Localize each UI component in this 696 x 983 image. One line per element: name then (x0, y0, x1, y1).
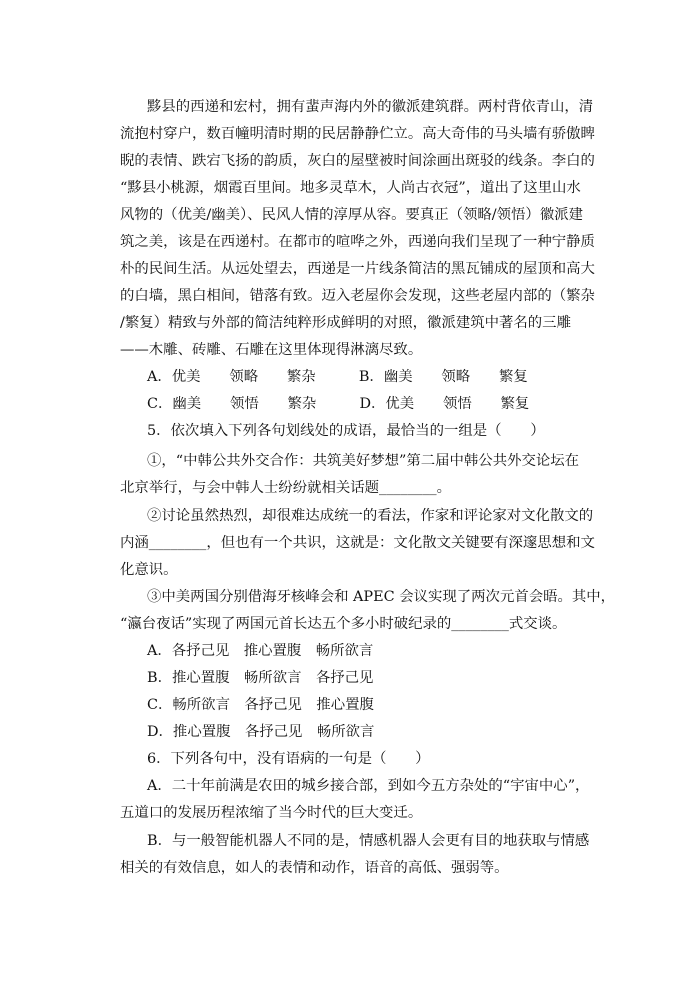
passage-line: 风物的（优美/幽美）、民风人情的淳厚从容。要真正（领略/领悟）徽派建 (120, 207, 583, 223)
question-6-stem: 6．下列各句中，没有语病的一句是（ ） (147, 751, 430, 767)
passage-line: 筑之美，该是在西递村。在都市的喧哗之外，西递向我们呈现了一种宁静质 (120, 234, 595, 250)
passage-line: ——木雕、砖雕、石雕在这里体现得淋漓尽致。 (120, 342, 423, 358)
q6-option-b: B．与一般智能机器人不同的是，情感机器人会更有目的地获取与情感 (147, 833, 590, 849)
q6-option-b: 相关的有效信息，如人的表情和动作，语音的高低、强弱等。 (120, 860, 509, 876)
q5-option-d: D．推心置腹 各抒己见 畅所欲言 (147, 724, 375, 740)
q6-option-a: 五道口的发展历程浓缩了当今时代的巨大变迁。 (120, 805, 423, 821)
q5-sentence-3: “瀛台夜话”实现了两国元首长达五个多小时破纪录的________式交谈。 (120, 616, 567, 632)
question-5-stem: 5．依次填入下列各句划线处的成语，最恰当的一组是（ ） (147, 423, 545, 439)
q5-sentence-2: 内涵________，但也有一个共识，这就是：文化散文关键要有深邃思想和文 (120, 535, 595, 551)
answer-options-line: A．优美 领略 繁杂 B．幽美 领略 繁复 (147, 369, 528, 385)
q5-sentence-3: ③中美两国分别借海牙核峰会和 APEC 会议实现了两次元首会晤。其中， (147, 589, 616, 605)
q5-sentence-1: 北京举行，与会中韩人士纷纷就相关话题________。 (120, 480, 451, 496)
passage-line: 黟县的西递和宏村，拥有蜚声海内外的徽派建筑群。两村背依青山，清 (147, 99, 594, 115)
passage-line: “黟县小桃源，烟霞百里间。地多灵草木，人尚古衣冠”，道出了这里山水 (120, 180, 581, 196)
answer-options-line: C．幽美 领悟 繁杂 D．优美 领悟 繁复 (147, 396, 530, 412)
passage-line: 流抱村穿户，数百幢明清时期的民居静静伫立。高大奇伟的马头墙有骄傲睥 (120, 126, 595, 142)
q5-sentence-1: ①，“中韩公共外交合作：共筑美好梦想”第二届中韩公共外交论坛在 (147, 453, 580, 469)
q5-sentence-2: ②讨论虽然热烈，却很难达成统一的看法，作家和评论家对文化散文的 (147, 508, 594, 524)
q5-option-a: A．各抒己见 推心置腹 畅所欲言 (147, 643, 374, 659)
passage-line: 睨的表情、跌宕飞扬的韵质，灰白的屋壁被时间涂画出斑驳的线条。李白的 (120, 153, 595, 169)
passage-line: /繁复）精致与外部的简洁纯粹形成鲜明的对照，徽派建筑中著名的三雕 (120, 315, 571, 331)
q5-option-c: C．畅所欲言 各抒己见 推心置腹 (147, 697, 374, 713)
passage-line: 朴的民间生活。从远处望去，西递是一片线条简洁的黑瓦铺成的屋顶和高大 (120, 261, 595, 277)
q5-sentence-2: 化意识。 (120, 562, 178, 578)
q6-option-a: A．二十年前满是农田的城乡接合部，到如今五方杂处的“宇宙中心”， (147, 778, 590, 794)
q5-option-b: B．推心置腹 畅所欲言 各抒己见 (147, 670, 374, 686)
passage-line: 的白墙，黑白相间，错落有致。迈入老屋你会发现，这些老屋内部的（繁杂 (120, 288, 595, 304)
